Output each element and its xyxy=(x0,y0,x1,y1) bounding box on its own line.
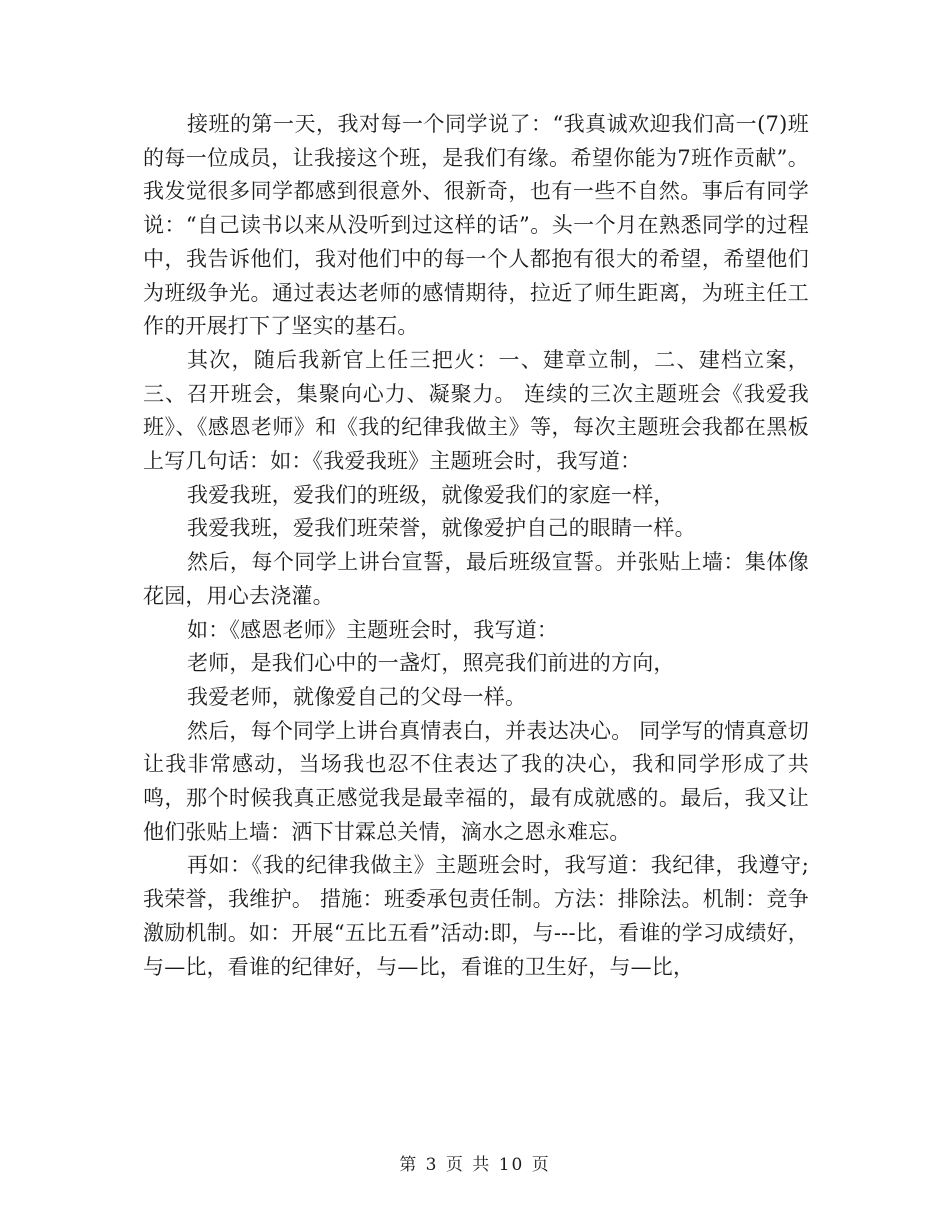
footer-prefix: 第 xyxy=(399,1155,419,1175)
footer-page-number: 3 xyxy=(425,1155,439,1175)
paragraph-love-class-line-1: 我爱我班，爱我们的班级，就像爱我们的家庭一样， xyxy=(187,482,675,507)
paragraph-teacher-lamp: 老师，是我们心中的一盏灯，照亮我们前进的方向， xyxy=(187,651,675,676)
paragraph-heartfelt-speech: 然后，每个同学上讲台真情表白，并表达决心。 同学写的情真意切让我非常感动，当场我也忍不住表达了我的决心，我和同学形成了共鸣，那个时候我真正感觉我是最幸福的，最有成就感的。最后，我又让他们张贴上墙：洒下甘霖总关情，滴水之恩永难忘。 xyxy=(143,718,809,844)
footer-middle: 页 共 xyxy=(445,1155,492,1175)
page-footer xyxy=(0,1153,950,1177)
paragraph-first-day: 接班的第一天，我对每一个同学说了：“我真诚欢迎我们高一(7)班的每一位成员，让我接这个班，是我们有缘。希望你能为7班作贡献”。我发觉很多同学都感到很意外、很新奇，也有一些不自然。事后有同学说：“自己读书以来从没听到过这样的话”。头一个月在熟悉同学的过程中，我告诉他们，我对他们中的每一个人都抱有很大的希望，希望他们为班级争光。通过表达老师的感情期待，拉近了师生距离，为班主任工作的开展打下了坚实的基石。 xyxy=(143,112,809,339)
paragraph-class-oath: 然后，每个同学上讲台宣誓，最后班级宣誓。并张贴上墙：集体像花园，用心去浇灌。 xyxy=(143,550,809,608)
paragraph-thank-teacher-intro: 如：《感恩老师》主题班会时，我写道： xyxy=(187,617,559,642)
paragraph-three-fires: 其次，随后我新官上任三把火：一、建章立制，二、建档立案，三、召开班会，集聚向心力、凝聚力。 连续的三次主题班会《我爱我班》、《感恩老师》和《我的纪律我做主》等，每次主题班会我都在黑板上写几句话：如：《我爱我班》主题班会时，我写道： xyxy=(143,347,809,474)
paragraph-discipline-meeting: 再如：《我的纪律我做主》主题班会时，我写道：我纪律，我遵守;我荣誉，我维护。 措施：班委承包责任制。方法：排除法。机制：竞争激励机制。如：开展“五比五看”活动:即，与---比，看谁的学习成绩好，与—比，看谁的纪律好，与—比，看谁的卫生好，与—比， xyxy=(143,853,809,979)
footer-total-pages: 10 xyxy=(498,1155,525,1175)
document-body xyxy=(143,108,809,984)
paragraph-love-class-line-2: 我爱我班，爱我们班荣誉，就像爱护自己的眼睛一样。 xyxy=(187,516,696,541)
footer-suffix: 页 xyxy=(531,1155,551,1175)
paragraph-love-teacher: 我爱老师，就像爱自己的父母一样。 xyxy=(187,684,527,709)
